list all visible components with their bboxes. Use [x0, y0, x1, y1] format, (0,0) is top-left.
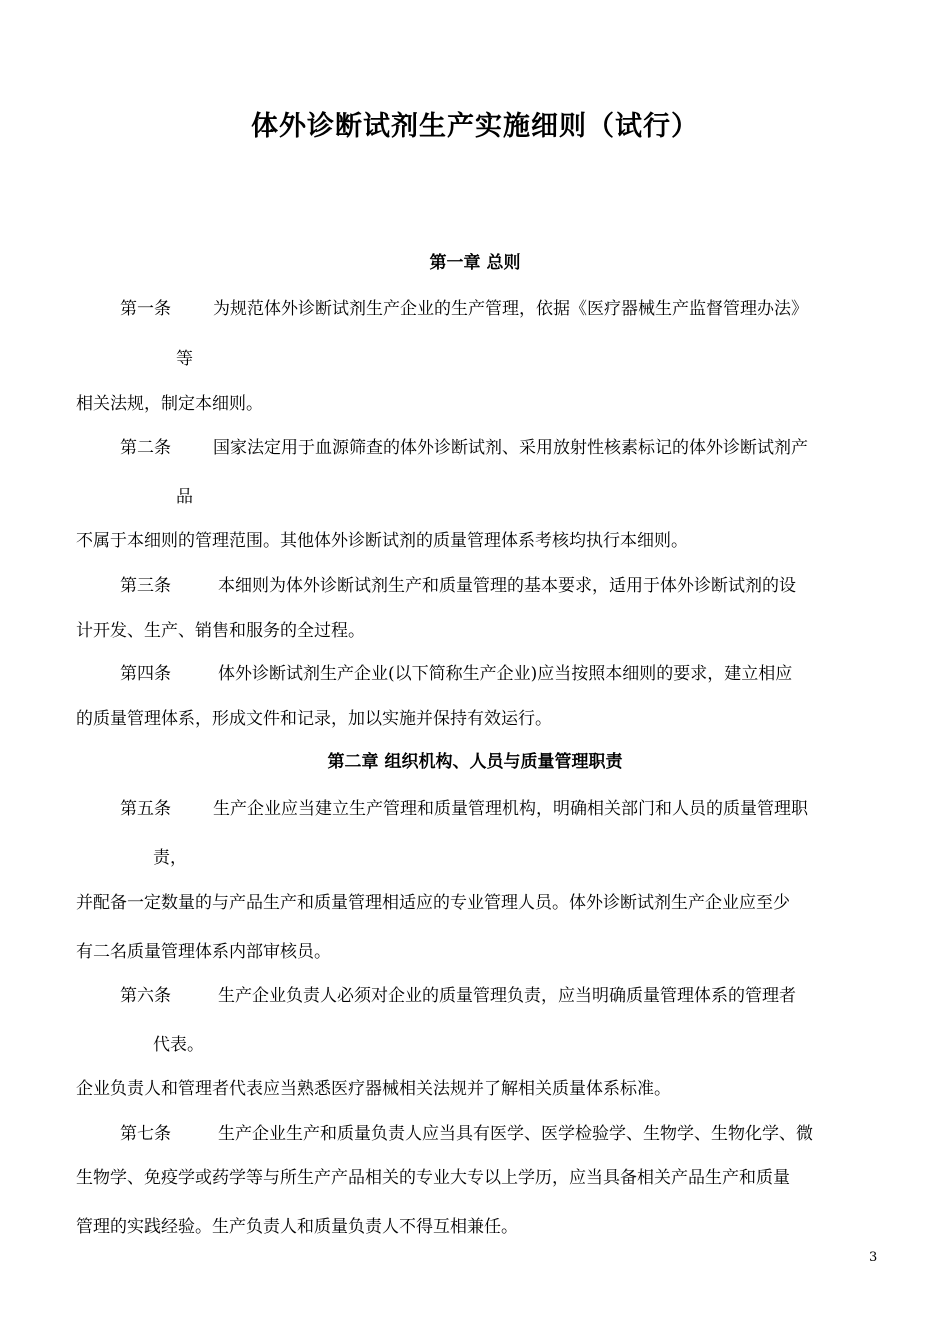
article-text-line: 有二名质量管理体系内部审核员。	[76, 942, 331, 962]
article-text-line: 国家法定用于血源筛查的体外诊断试剂、采用放射性核素标记的体外诊断试剂产	[213, 438, 808, 458]
article-text-line: 生产企业应当建立生产管理和质量管理机构，明确相关部门和人员的质量管理职	[213, 799, 808, 819]
article-label: 第一条	[120, 299, 171, 319]
article-text-line: 责，	[153, 848, 187, 868]
article-text-line: 管理的实践经验。生产负责人和质量负责人不得互相兼任。	[76, 1217, 518, 1237]
article-text-line: 代表。	[153, 1035, 204, 1055]
article-text-line: 生物学、免疫学或药学等与所生产产品相关的专业大专以上学历，应当具备相关产品生产和质量	[76, 1168, 790, 1188]
article-text-line: 相关法规，制定本细则。	[76, 394, 263, 414]
article-text-line: 体外诊断试剂生产企业(以下简称生产企业)应当按照本细则的要求，建立相应	[218, 664, 793, 684]
article-text-line: 本细则为体外诊断试剂生产和质量管理的基本要求，适用于体外诊断试剂的设	[218, 576, 796, 596]
article-label: 第二条	[120, 438, 171, 458]
document-title: 体外诊断试剂生产实施细则（试行）	[251, 111, 699, 142]
article-label: 第七条	[120, 1124, 171, 1144]
page-number: 3	[869, 1250, 878, 1265]
article-text-line: 的质量管理体系，形成文件和记录，加以实施并保持有效运行。	[76, 709, 552, 729]
article-text-line: 计开发、生产、销售和服务的全过程。	[76, 621, 365, 641]
article-label: 第四条	[120, 664, 171, 684]
article-text-line: 不属于本细则的管理范围。其他体外诊断试剂的质量管理体系考核均执行本细则。	[76, 531, 688, 551]
article-text-line: 生产企业生产和质量负责人应当具有医学、医学检验学、生物学、生物化学、微	[218, 1124, 813, 1144]
article-text-line: 为规范体外诊断试剂生产企业的生产管理，依据《医疗器械生产监督管理办法》	[213, 299, 808, 319]
article-label: 第五条	[120, 799, 171, 819]
article-text-line: 生产企业负责人必须对企业的质量管理负责，应当明确质量管理体系的管理者	[218, 986, 796, 1006]
article-text-line: 等	[176, 349, 193, 369]
chapter-heading: 第二章 组织机构、人员与质量管理职责	[327, 752, 623, 772]
article-label: 第六条	[120, 986, 171, 1006]
article-text-line: 企业负责人和管理者代表应当熟悉医疗器械相关法规并了解相关质量体系标准。	[76, 1079, 671, 1099]
article-label: 第三条	[120, 576, 171, 596]
article-text-line: 品	[176, 487, 193, 507]
chapter-heading: 第一章 总则	[429, 253, 521, 273]
article-text-line: 并配备一定数量的与产品生产和质量管理相适应的专业管理人员。体外诊断试剂生产企业应至少	[76, 893, 790, 913]
